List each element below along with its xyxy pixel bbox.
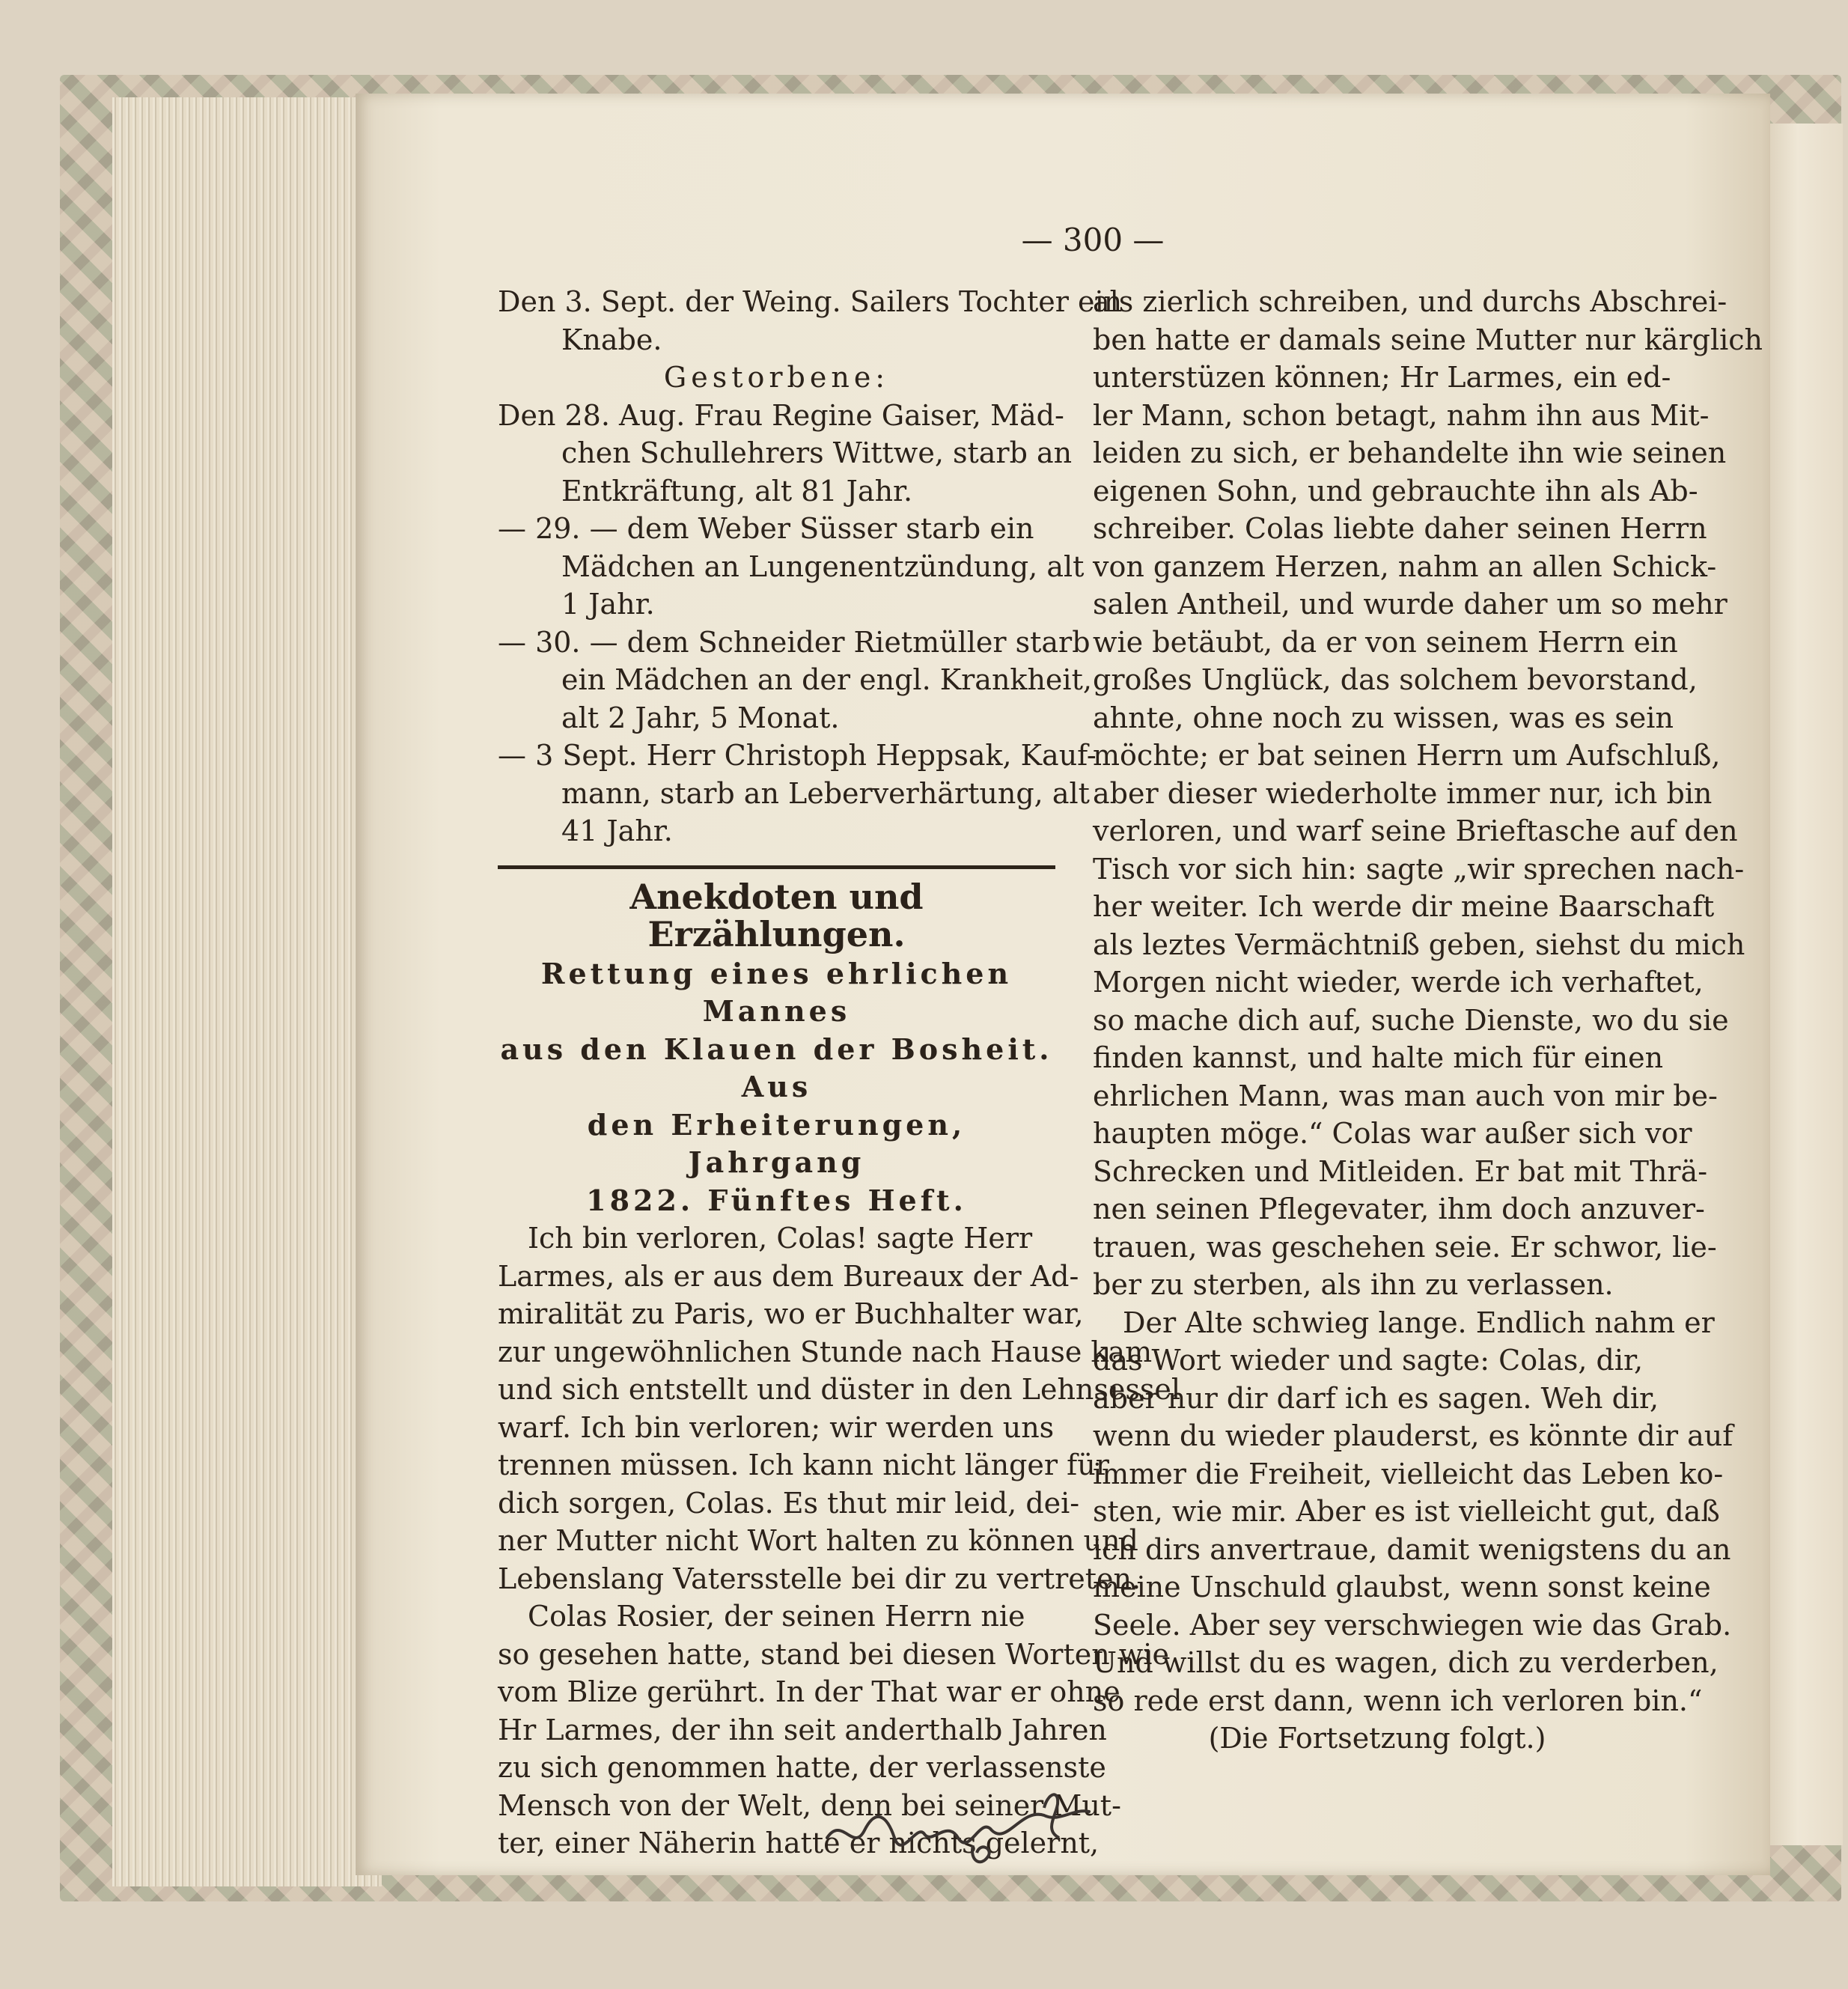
text-line: 41 Jahr. bbox=[561, 814, 673, 847]
story-title-line: den Erheiterungen, Jahrgang bbox=[587, 1107, 966, 1179]
text-line: Entkräftung, alt 81 Jahr. bbox=[561, 474, 913, 508]
text-line: — 3 Sept. Herr Christoph Heppsak, Kauf- bbox=[498, 739, 1097, 772]
text-line: Mensch von der Welt, denn bei seiner Mut- bbox=[498, 1788, 1121, 1822]
text-line: als leztes Vermächtniß geben, siehst du mich bbox=[1093, 928, 1745, 961]
text-line: großes Unglück, das solchem bevorstand, bbox=[1093, 663, 1698, 696]
text-line: zu sich genommen hatte, der verlassenste bbox=[498, 1751, 1106, 1784]
text-line: Colas Rosier, der seinen Herrn nie bbox=[528, 1600, 1025, 1633]
story-title-line: aus den Klauen der Bosheit. Aus bbox=[500, 1032, 1053, 1103]
right-column bbox=[1093, 283, 1763, 1758]
text-line: so rede erst dann, wenn ich verloren bin.“ bbox=[1093, 1684, 1703, 1717]
text-line: ber zu sterben, als ihn zu verlassen. bbox=[1093, 1268, 1614, 1301]
text-line: meine Unschuld glaubst, wenn sonst keine bbox=[1093, 1571, 1711, 1603]
text-line: aber nur dir darf ich es sagen. Weh dir, bbox=[1093, 1381, 1659, 1415]
page-number: — 300 — bbox=[1021, 222, 1165, 258]
text-line: alt 2 Jahr, 5 Monat. bbox=[561, 701, 840, 734]
text-line: ein Mädchen an der engl. Krankheit, bbox=[561, 663, 1092, 696]
text-line: Mädchen an Lungenentzündung, alt bbox=[561, 549, 1085, 583]
text-line: haupten möge.“ Colas war außer sich vor bbox=[1093, 1117, 1692, 1150]
text-line: trauen, was geschehen seie. Er schwor, lie- bbox=[1093, 1230, 1717, 1264]
text-line: wie betäubt, da er von seinem Herrn ein bbox=[1093, 625, 1678, 659]
text-line: zur ungewöhnlichen Stunde nach Hause kam bbox=[498, 1335, 1153, 1368]
text-line: ner Mutter nicht Wort halten zu können und bbox=[498, 1524, 1138, 1557]
text-line: Morgen nicht wieder, werde ich verhaftet, bbox=[1093, 966, 1704, 999]
text-line: unterstüzen können; Hr Larmes, ein ed- bbox=[1093, 361, 1671, 394]
text-line: so mache dich auf, suche Dienste, wo du sie bbox=[1093, 1003, 1729, 1037]
text-line: sten, wie mir. Aber es ist vielleicht gut, daß bbox=[1093, 1495, 1720, 1528]
text-line: nen seinen Pflegevater, ihm doch anzuver- bbox=[1093, 1193, 1705, 1225]
text-line: ler Mann, schon betagt, nahm ihn aus Mit- bbox=[1093, 398, 1710, 432]
text-line: Den 3. Sept. der Weing. Sailers Tochter ein bbox=[498, 285, 1123, 318]
text-line: dich sorgen, Colas. Es thut mir leid, dei- bbox=[498, 1486, 1080, 1520]
text-line: von ganzem Herzen, nahm an allen Schick- bbox=[1093, 549, 1717, 583]
text-line: salen Antheil, und wurde daher um so mehr bbox=[1093, 588, 1727, 621]
page-edges bbox=[112, 97, 382, 1886]
section-heading: Anekdoten und Erzählungen. bbox=[629, 876, 924, 954]
text-line: mann, starb an Leberverhärtung, alt bbox=[561, 776, 1090, 810]
text-line: her weiter. Ich werde dir meine Baarschaft bbox=[1093, 890, 1715, 923]
text-line: verloren, und warf seine Brieftasche auf den bbox=[1093, 814, 1738, 847]
text-line: Hr Larmes, der ihn seit anderthalb Jahren bbox=[498, 1713, 1107, 1746]
text-line: ter, einer Näherin hatte er nichts gelernt, bbox=[498, 1827, 1100, 1859]
text-line: das Wort wieder und sagte: Colas, dir, bbox=[1093, 1344, 1644, 1377]
text-line: immer die Freiheit, vielleicht das Leben ko- bbox=[1093, 1457, 1724, 1490]
deaths-heading: Gestorbene: bbox=[663, 361, 890, 394]
story-title-line: Rettung eines ehrlichen Mannes bbox=[540, 956, 1013, 1028]
text-line: eigenen Sohn, und gebrauchte ihn als Ab- bbox=[1093, 474, 1698, 508]
text-line: ich dirs anvertraue, damit wenigstens du an bbox=[1093, 1532, 1731, 1566]
text-line: trennen müssen. Ich kann nicht länger für bbox=[498, 1449, 1109, 1481]
text-line: als zierlich schreiben, und durchs Abschrei- bbox=[1093, 285, 1727, 318]
text-line: Der Alte schwieg lange. Endlich nahm er bbox=[1123, 1306, 1715, 1339]
text-line: ben hatte er damals seine Mutter nur kärglich bbox=[1093, 323, 1763, 356]
text-line: Und willst du es wagen, dich zu verderben, bbox=[1093, 1646, 1719, 1679]
text-line: finden kannst, und halte mich für einen bbox=[1093, 1041, 1664, 1074]
facing-page-edge bbox=[1766, 124, 1843, 1845]
text-line: Den 28. Aug. Frau Regine Gaiser, Mäd- bbox=[498, 398, 1064, 432]
text-line: chen Schullehrers Wittwe, starb an bbox=[561, 436, 1073, 469]
text-line: ehrlichen Mann, was man auch von mir be- bbox=[1093, 1079, 1718, 1112]
text-line: wenn du wieder plauderst, es könnte dir auf bbox=[1093, 1419, 1733, 1452]
text-line: warf. Ich bin verloren; wir werden uns bbox=[498, 1410, 1055, 1444]
text-line: miralität zu Paris, wo er Buchhalter war, bbox=[498, 1297, 1084, 1330]
text-line: Schrecken und Mitleiden. Er bat mit Thrä- bbox=[1093, 1154, 1708, 1188]
text-line: Knabe. bbox=[561, 323, 662, 356]
left-column bbox=[498, 283, 1181, 1862]
text-line: Ich bin verloren, Colas! sagte Herr bbox=[528, 1222, 1033, 1255]
story-title-line: 1822. Fünftes Heft. bbox=[586, 1183, 967, 1217]
text-line: Tisch vor sich hin: sagte „wir sprechen nach- bbox=[1093, 852, 1745, 886]
handwritten-signature bbox=[820, 1785, 1104, 1875]
text-line: — 29. — dem Weber Süsser starb ein bbox=[498, 512, 1034, 545]
text-line: Seele. Aber sey verschwiegen wie das Grab. bbox=[1093, 1608, 1732, 1642]
text-line: Larmes, als er aus dem Bureaux der Ad- bbox=[498, 1259, 1079, 1293]
section-divider bbox=[498, 865, 1055, 869]
text-line: und sich entstellt und düster in den Lehnsessel bbox=[498, 1373, 1181, 1406]
text-line: schreiber. Colas liebte daher seinen Herrn bbox=[1093, 512, 1707, 545]
text-line: vom Blize gerührt. In der That war er ohne bbox=[498, 1675, 1120, 1708]
text-line: leiden zu sich, er behandelte ihn wie seinen bbox=[1093, 436, 1727, 469]
text-line: Lebenslang Vatersstelle bei dir zu vertreten. bbox=[498, 1562, 1141, 1595]
text-line: ahnte, ohne noch zu wissen, was es sein bbox=[1093, 701, 1674, 734]
text-line: so gesehen hatte, stand bei diesen Worten wie bbox=[498, 1637, 1169, 1671]
continuation-note: (Die Fortsetzung folgt.) bbox=[1208, 1722, 1546, 1755]
text-line: — 30. — dem Schneider Rietmüller starb bbox=[498, 625, 1091, 659]
text-line: möchte; er bat seinen Herrn um Aufschluß, bbox=[1093, 739, 1721, 772]
text-line: aber dieser wiederholte immer nur, ich bin bbox=[1093, 776, 1713, 810]
text-line: 1 Jahr. bbox=[561, 588, 655, 621]
